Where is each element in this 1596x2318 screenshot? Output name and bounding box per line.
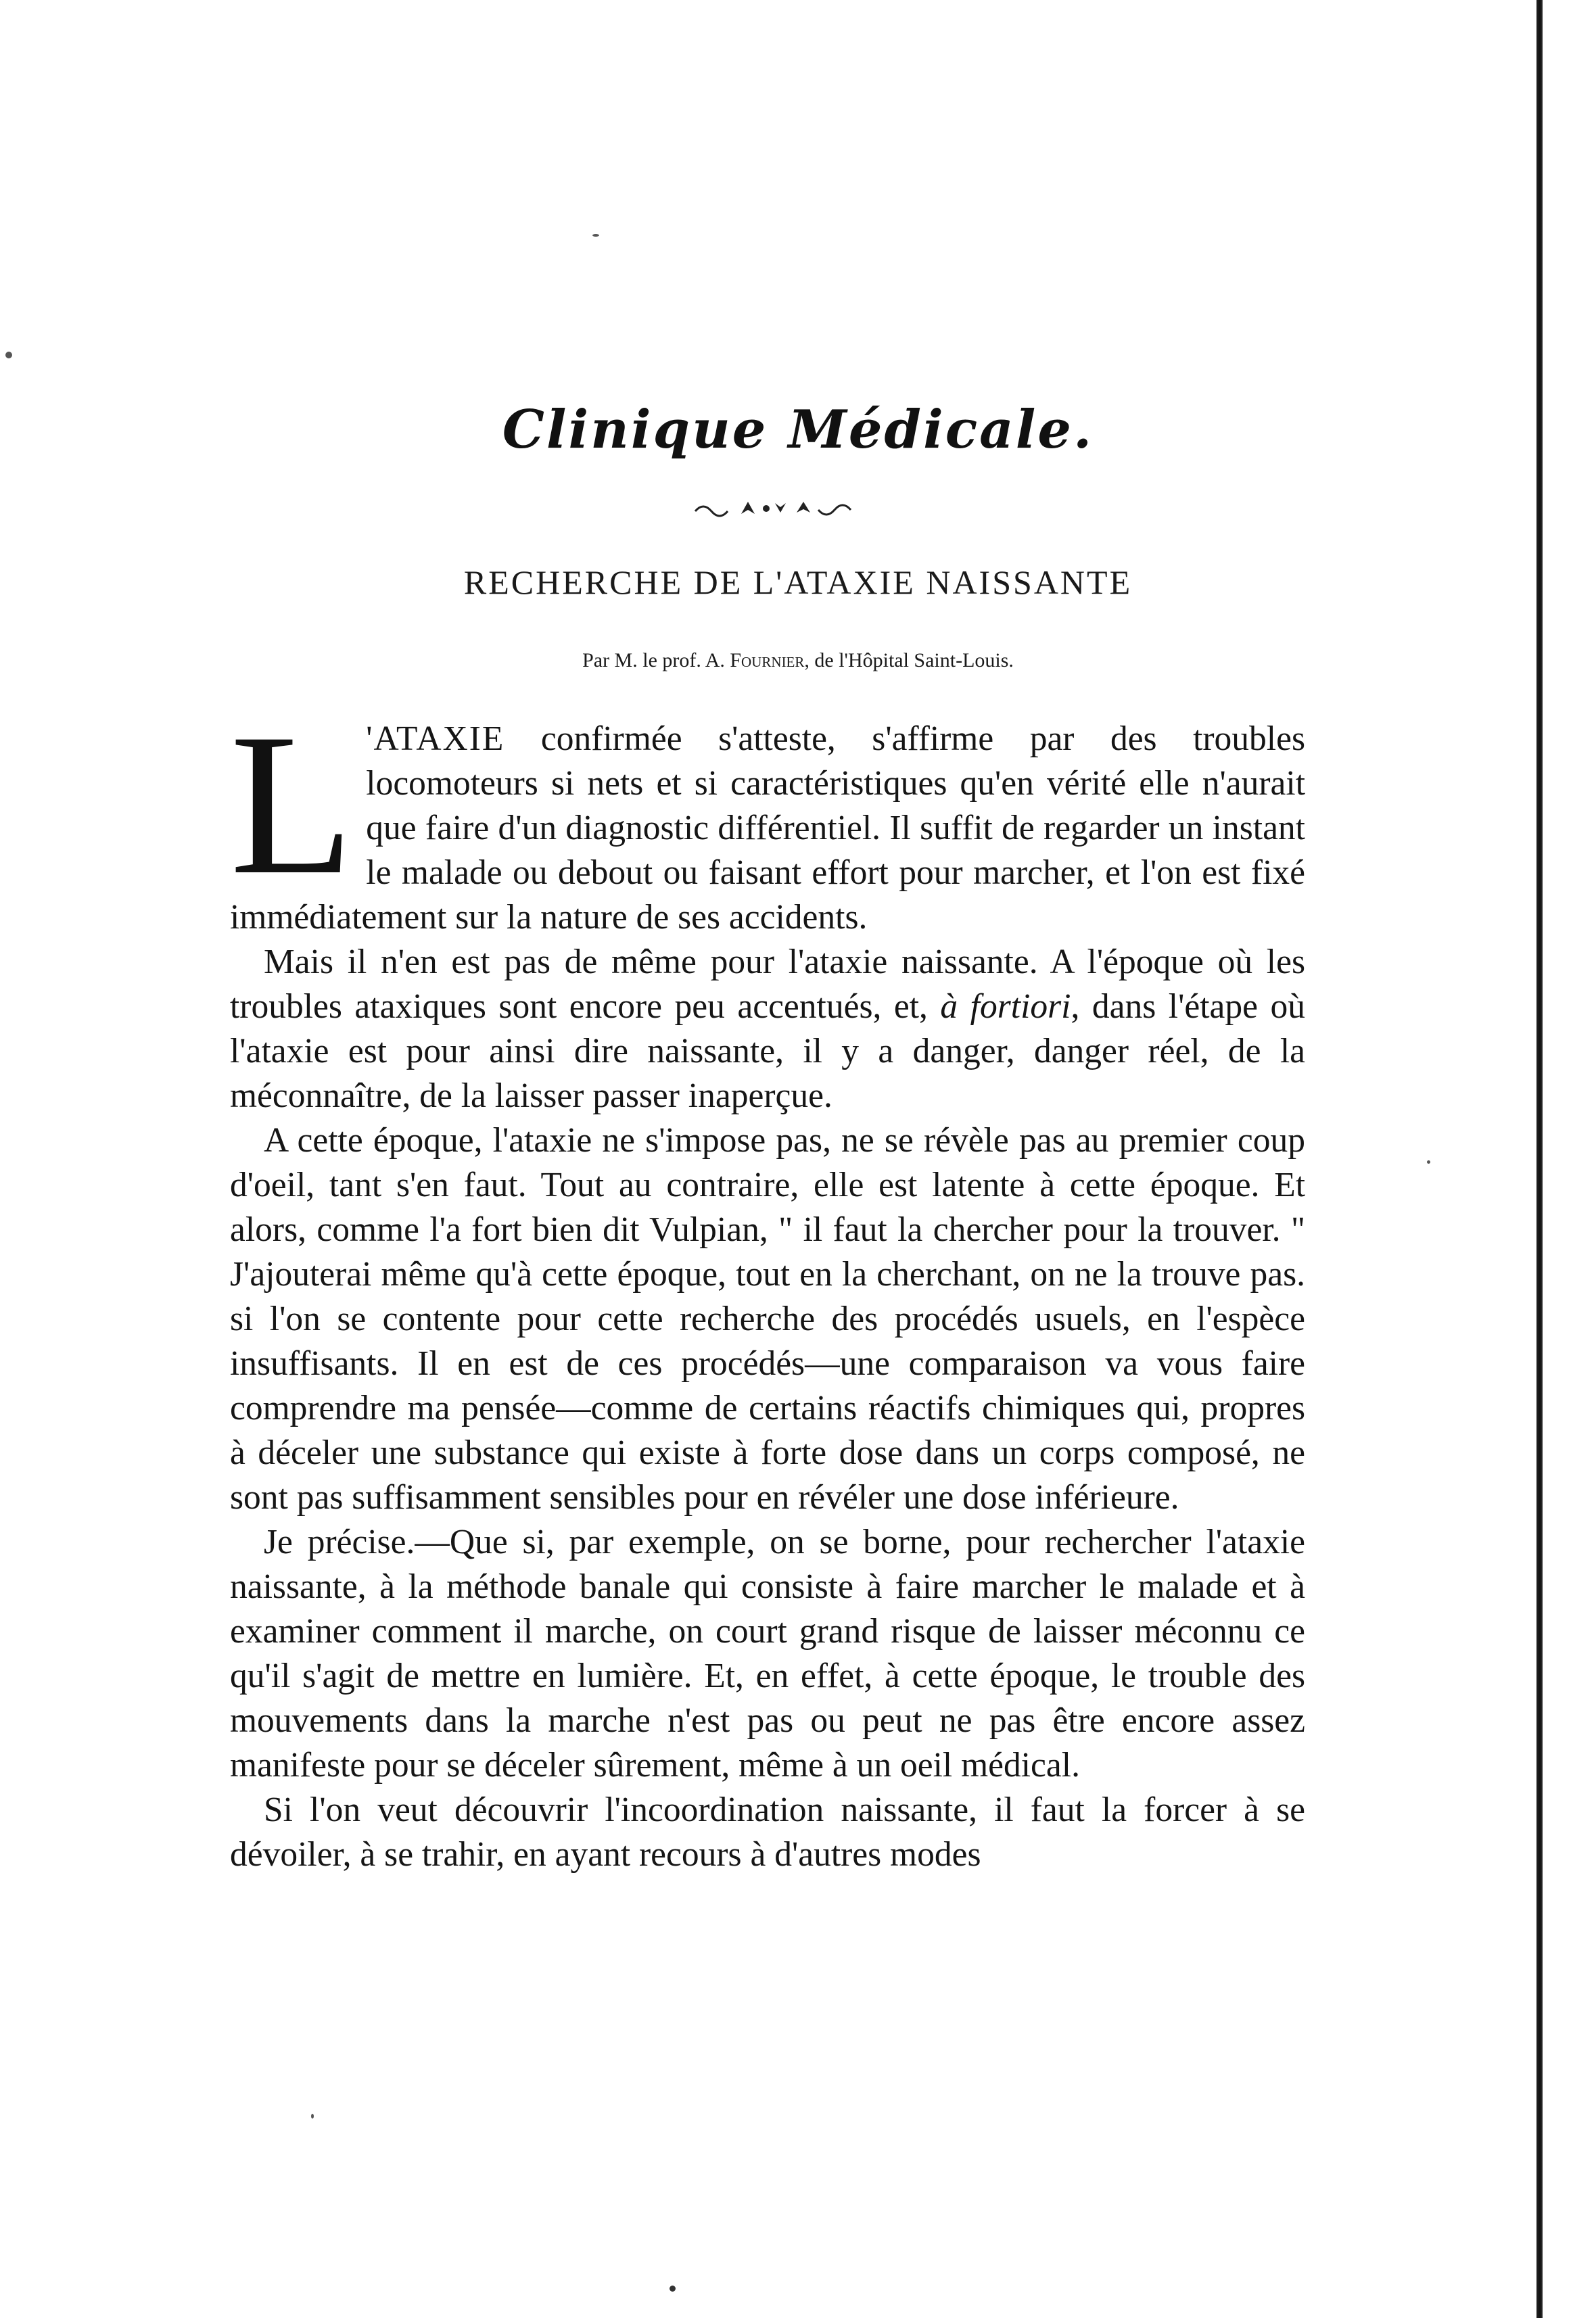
paragraph-2 xyxy=(230,940,1305,1118)
scan-speck xyxy=(311,2114,314,2119)
paragraph-1 xyxy=(230,692,1305,940)
paragraph-1-lead: 'ATAXIE xyxy=(366,719,505,758)
byline-author: Fournier xyxy=(730,649,805,671)
paragraph-3: A cette époque, l'ataxie ne s'impose pas, ne se révèle pas au premier coup d'oeil, tant s'en faut. Tout au contraire, elle est latente à cette époque. Et alors, comme l'a fort bien dit Vulpian, " il faut la chercher pour la trouver. " J'ajouterai même qu'à cette époque, tout en la cherchant, on ne la trouve pas. si l'on se contente pour cette recherche des procédés usuels, en l'espèce insuffisants. Il en est de ces procédés—une comparaison va vous faire comprendre ma pensée—comme de certains réactifs chimiques qui, propres à déceler une substance qui existe à forte dose dans un corps composé, ne sont pas suffisamment sensibles pour en révéler une dose inférieure. xyxy=(230,1121,1305,1517)
paragraph-2-text-b: , dans l'étape où l'ataxie est pour ainsi dire naissante, il y a danger, danger réel, de la méconnaître, de la laisser passer inaperçue. xyxy=(230,987,1306,1115)
paragraph-2-italic: à fortiori xyxy=(940,987,1071,1026)
byline xyxy=(0,649,1596,672)
page-edge-rule xyxy=(1536,0,1543,2318)
byline-prefix: Par M. le prof. A. xyxy=(582,649,730,671)
section-title: Clinique Médicale. xyxy=(502,399,1094,460)
paragraph-1-text: confirmée s'atteste, s'affirme par des troubles locomoteurs si nets et si caractéristiques qu'en vérité elle n'aurait que faire d'un diagnostic différentiel. Il suffit de regarder un instant le malade ou debout ou faisant effort pour marcher, et l'on est fixé immédiatement sur la nature de ses accidents. xyxy=(230,719,1305,937)
article-body xyxy=(230,692,1306,1877)
scan-speck xyxy=(5,352,12,358)
article-title: RECHERCHE DE L'ATAXIE NAISSANTE xyxy=(463,563,1133,601)
paragraph-4: Je précise.—Que si, par exemple, on se borne, pour rechercher l'ataxie naissante, à la méthode banale qui consiste à faire marcher le malade et à examiner comment il marche, on court grand risque de laisser méconnu ce qu'il s'agit de mettre en lumière. Et, en effet, à cette époque, le trouble des mouvements dans la marche n'est pas ou peut ne pas être encore assez manifeste pour se déceler sûrement, même à un oeil médical. xyxy=(230,1523,1305,1784)
paragraph-5: Si l'on veut découvrir l'incoordination naissante, il faut la forcer à se dévoiler, à se trahir, en ayant recours à d'autres modes xyxy=(230,1791,1305,1874)
ornament-divider xyxy=(688,494,864,523)
scan-speck xyxy=(670,2286,676,2292)
scan-speck xyxy=(592,234,599,237)
drop-cap: L xyxy=(230,692,354,916)
byline-suffix: , de l'Hôpital Saint-Louis. xyxy=(804,649,1014,671)
paragraph-2-text-a: Mais il n'en est pas de même pour l'ataxie naissante. A l'époque où les troubles ataxiques sont encore peu accentués, et, xyxy=(230,943,1305,1026)
scan-speck xyxy=(1427,1160,1430,1164)
